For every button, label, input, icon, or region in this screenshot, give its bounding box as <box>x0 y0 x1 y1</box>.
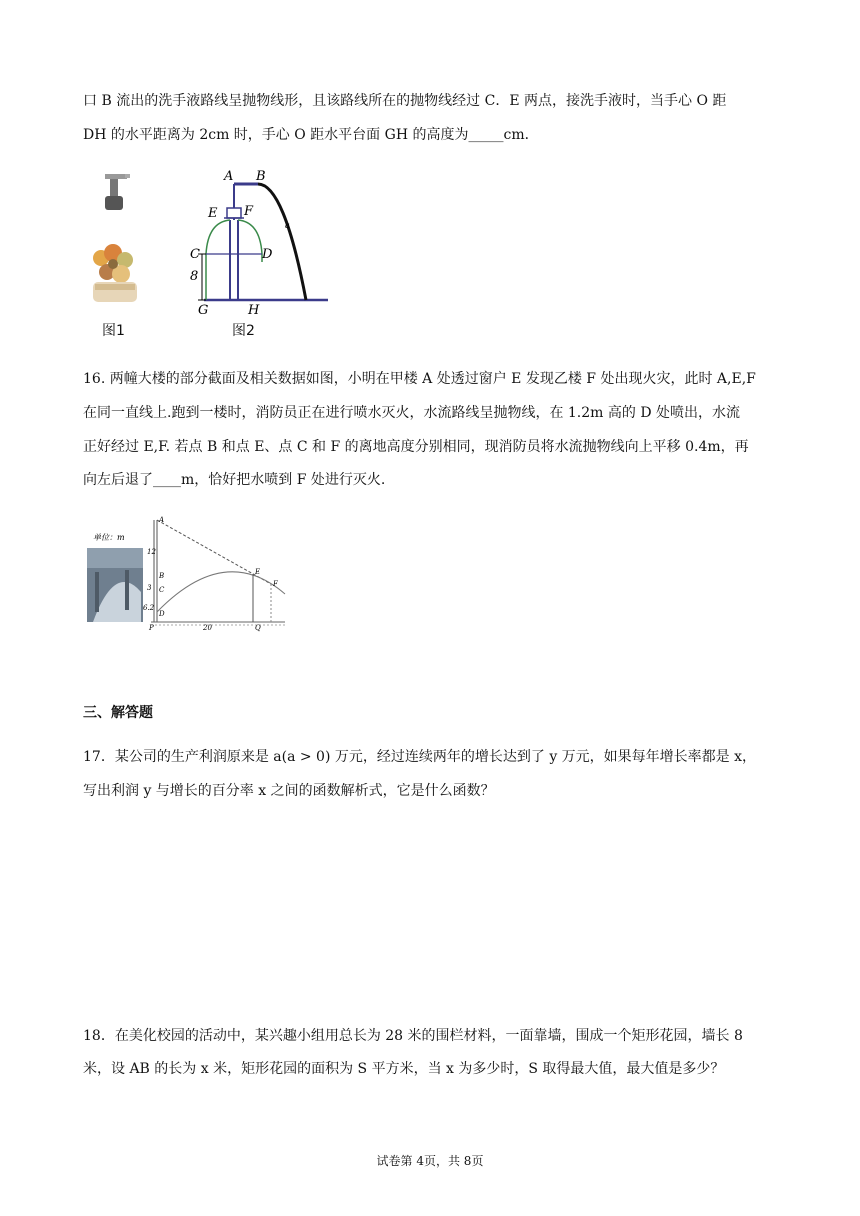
unit-label: 单位：m <box>93 533 125 542</box>
q16-line-1: 16. 两幢大楼的部分截面及相关数据如图，小明在甲楼 A 处透过窗户 E 发现乙楼 F 处出现火灾，此时 A,E,F <box>83 371 756 387</box>
fig1-caption: 图1 <box>102 323 125 339</box>
q16-line-2: 在同一直线上.跑到一楼时，消防员正在进行喷水灭火，水流路线呈抛物线，在 1.2m 高的 D 处喷出，水流 <box>83 405 741 421</box>
label-F: F <box>244 204 254 219</box>
dim-CD: 6.2 <box>143 604 155 612</box>
q17-line-1: 17．某公司的生产利润原来是 a(a > 0) 万元，经过连续两年的增长达到了 y 万元，如果每年增长率都是 x， <box>83 749 757 765</box>
q18-line-1: 18．在美化校园的活动中，某兴趣小组用总长为 28 米的围栏材料，一面靠墙，围成一个矩形花园，墙长 8 <box>83 1028 743 1044</box>
fire-label-C: C <box>159 586 165 594</box>
dim-AB: 12 <box>147 548 156 556</box>
label-E: E <box>208 206 218 221</box>
q16-figure <box>85 512 290 634</box>
fig2-caption: 图2 <box>232 323 255 339</box>
label-B: B <box>256 169 266 184</box>
q17-line-2: 写出利润 y 与增长的百分率 x 之间的函数解析式，它是什么函数？ <box>83 783 495 799</box>
label-A: A <box>224 169 234 184</box>
fire-label-D: D <box>159 610 165 618</box>
dim-BC: 3 <box>147 584 152 592</box>
dispenser-photo <box>85 168 145 318</box>
q15-line-2: DH 的水平距离为 2cm 时，手心 O 距水平台面 GH 的高度为_____cm． <box>83 127 539 143</box>
fig2-diagram <box>186 162 336 324</box>
fire-label-F: F <box>273 580 278 588</box>
q15-line-1: 口 B 流出的洗手液路线呈抛物线形，且该路线所在的抛物线经过 C．E 两点，接洗手液时，当手心 O 距 <box>83 93 727 109</box>
label-H: H <box>248 303 260 318</box>
label-G: G <box>198 303 209 318</box>
dim-PQ: 20 <box>203 624 212 632</box>
q16-line-3: 正好经过 E,F. 若点 B 和点 E、点 C 和 F 的离地高度分别相同，现消防员将水流抛物线向上平移 0.4m，再 <box>83 439 749 455</box>
fire-label-P: P <box>149 624 154 632</box>
label-length: 8 <box>190 269 199 284</box>
fire-label-A: A <box>159 516 165 524</box>
label-C: C <box>190 247 200 262</box>
q16-line-4: 向左后退了____m，恰好把水喷到 F 处进行灭火. <box>83 472 386 488</box>
fire-label-Q: Q <box>255 624 261 632</box>
q18-line-2: 米，设 AB 的长为 x 米，矩形花园的面积为 S 平方米，当 x 为多少时，S 取得最大值，最大值是多少？ <box>83 1061 725 1077</box>
label-D: D <box>262 247 273 262</box>
fire-label-E: E <box>255 568 261 576</box>
fire-label-B: B <box>159 572 165 580</box>
svg-text:a: a <box>285 221 290 230</box>
section-3-heading: 三、解答题 <box>83 705 153 721</box>
page-footer: 试卷第 4页，共 8页 <box>376 1154 484 1168</box>
